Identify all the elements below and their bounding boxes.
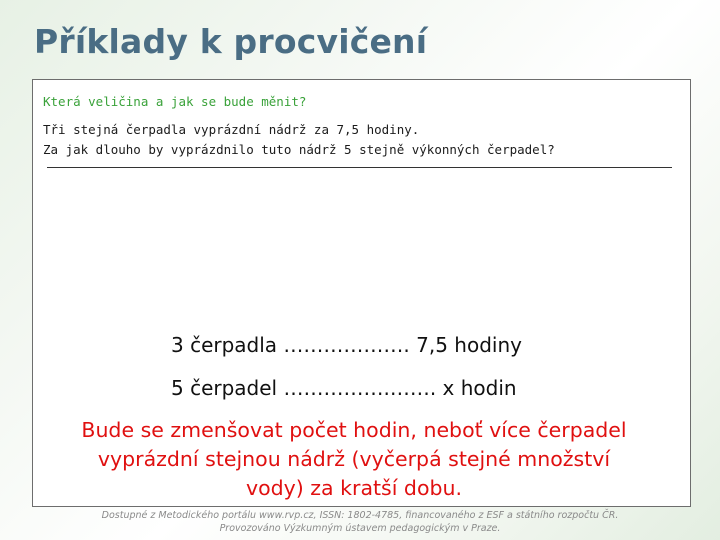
- task-line-1: Tři stejná čerpadla vyprázdní nádrž za 7,5 hodiny.: [43, 122, 420, 137]
- task-text: [43, 120, 555, 160]
- slide-title: Příklady k procvičení: [34, 22, 428, 61]
- footer-line-2: Provozováno Výzkumným ústavem pedagogickým v Praze.: [219, 523, 501, 534]
- answer-line-3: vody) za kratší dobu.: [245, 476, 463, 500]
- question-text: Která veličina a jak se bude měnit?: [43, 94, 307, 109]
- answer-line-2: vyprázdní stejnou nádrž (vyčerpá stejné množství: [97, 447, 611, 471]
- proportion-line-1: 3 čerpadla ………………. 7,5 hodiny: [171, 333, 522, 357]
- proportion-line-2: 5 čerpadel …………….……. x hodin: [171, 376, 517, 400]
- divider-line: [47, 167, 672, 168]
- answer-line-1: Bude se zmenšovat počet hodin, neboť více čerpadel: [81, 418, 627, 442]
- answer-text: [40, 416, 668, 503]
- footer-credit: [40, 509, 680, 535]
- task-line-2: Za jak dlouho by vyprázdnilo tuto nádrž 5 stejně výkonných čerpadel?: [43, 142, 555, 157]
- footer-line-1: Dostupné z Metodického portálu www.rvp.cz, ISSN: 1802-4785, financovaného z ESF a státního rozpočtu ČR.: [101, 510, 619, 521]
